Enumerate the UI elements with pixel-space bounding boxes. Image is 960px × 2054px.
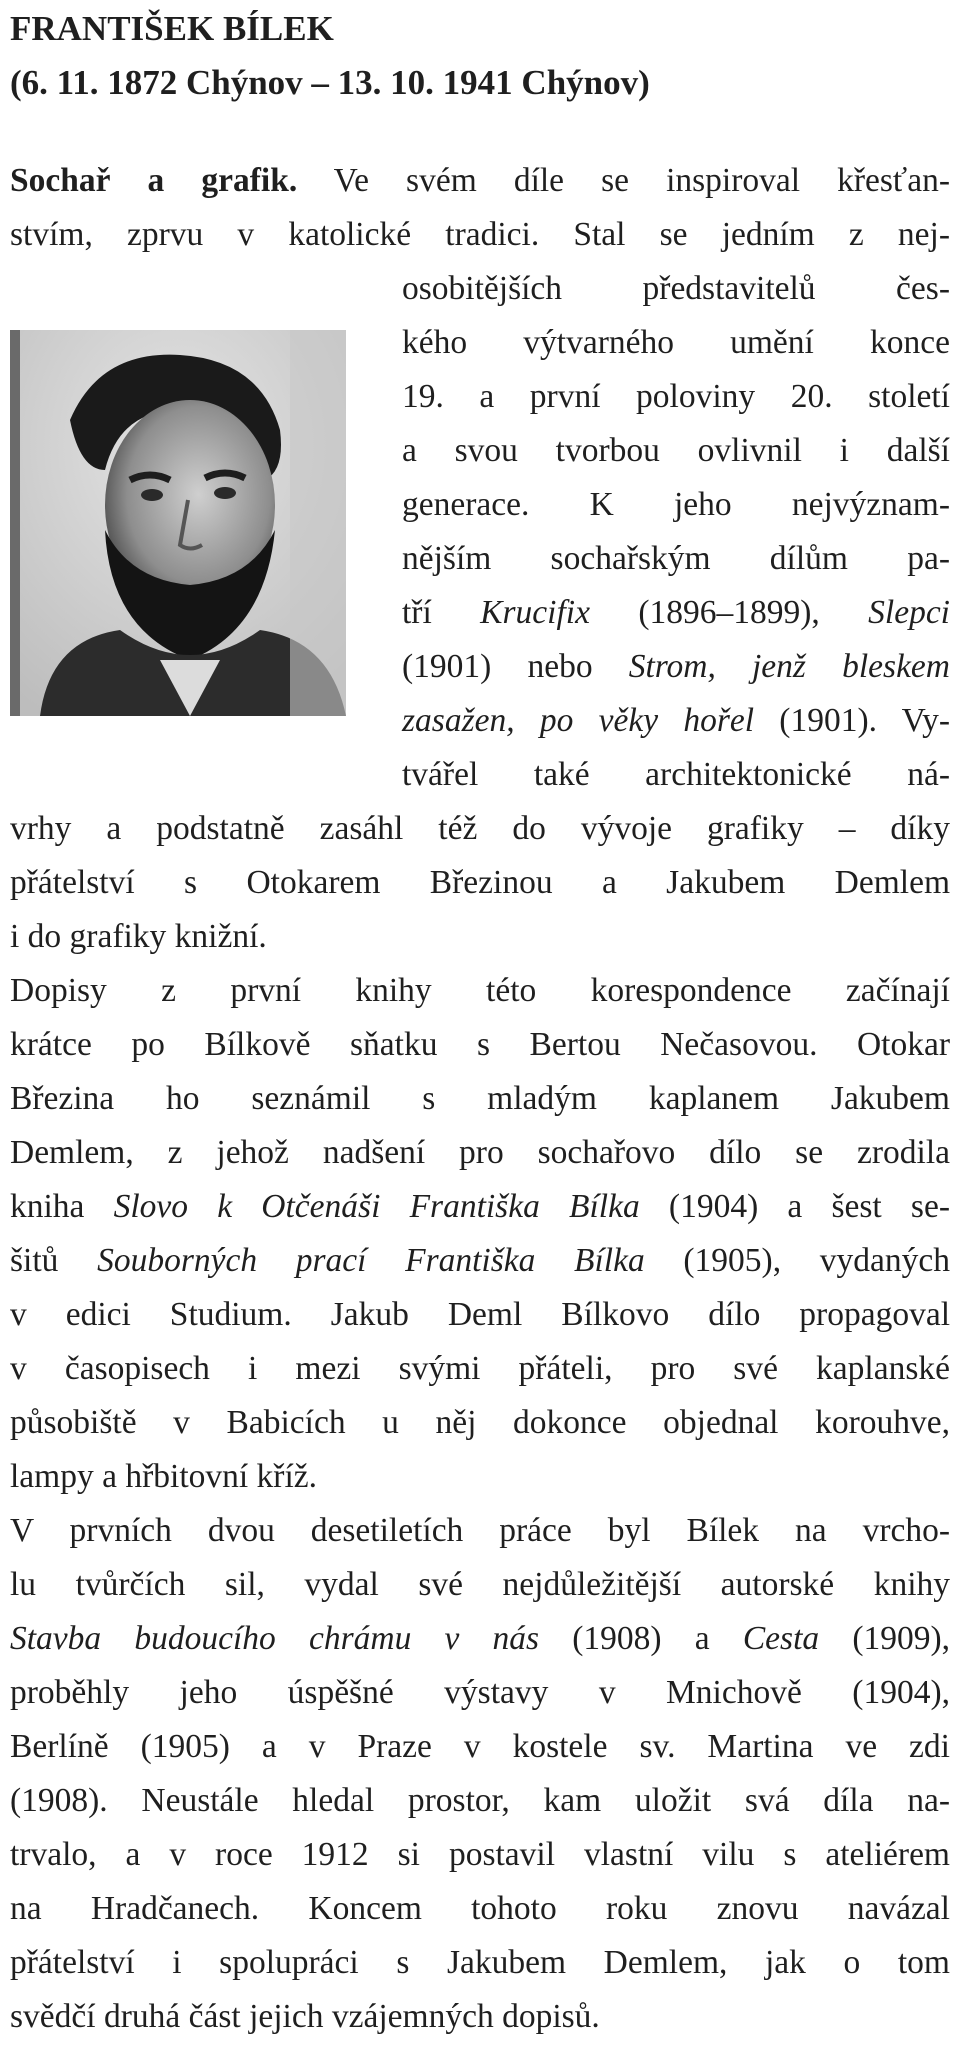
paragraph-correspondence — [10, 964, 950, 1504]
career-line-3 — [10, 1612, 950, 1666]
intro-line-7: generace. K jeho nejvýznam- — [402, 486, 950, 523]
career-line-10: svědčí druhá část jejich vzájemných dopisů. — [10, 1998, 600, 2035]
career-line-4: proběhly jeho úspěšné výstavy v Mnichově (1904), — [10, 1674, 950, 1711]
intro-line-10a: (1901) nebo — [402, 648, 629, 685]
life-dates: (6. 11. 1872 Chýnov – 13. 10. 1941 Chýnov) — [10, 63, 650, 102]
corr-line-6a: šitů — [10, 1242, 98, 1279]
corr-line-7: v edici Studium. Jakub Deml Bílkovo dílo propagoval — [10, 1296, 950, 1333]
intro-line-12: tvářel také architektonické ná- — [402, 756, 950, 793]
career-line-5: Berlíně (1905) a v Praze v kostele sv. Martina ve zdi — [10, 1728, 950, 1765]
corr-line-8: v časopisech i mezi svými přáteli, pro své kaplanské — [10, 1350, 950, 1387]
intro-line-8: nějším sochařským dílům pa- — [402, 540, 950, 577]
career-line-1: V prvních dvou desetiletích práce byl Bílek na vrcho- — [10, 1512, 950, 1549]
career-line-9: přátelství i spolupráci s Jakubem Demlem, jak o tom — [10, 1944, 950, 1981]
career-line-8: na Hradčanech. Koncem tohoto roku znovu navázal — [10, 1890, 950, 1927]
corr-line-5a: kniha — [10, 1188, 114, 1225]
intro-line-10 — [402, 640, 950, 694]
career-line-3a: (1908) a — [539, 1620, 743, 1657]
book-title-cesta: Cesta — [742, 1620, 820, 1657]
lead-bold: Sochař a grafik. — [10, 162, 298, 199]
corr-line-4: Demlem, z jehož nadšení pro sochařovo dílo se zrodila — [10, 1134, 950, 1171]
intro-line-9b: (1896–1899), — [589, 594, 869, 631]
intro-line-4: kého výtvarného umění konce — [402, 324, 950, 361]
corr-line-6b: (1905), vydaných — [644, 1242, 950, 1279]
book-title-slovo: Slovo k Otčenáši Františka Bílka — [113, 1188, 640, 1225]
intro-line-3: osobitějších představitelů čes- — [402, 270, 950, 307]
intro-line-6: a svou tvorbou ovlivnil i další — [402, 432, 950, 469]
career-line-3b: (1909), — [819, 1620, 951, 1657]
intro-line-2: stvím, zprvu v katolické tradici. Stal se jedním z nej- — [10, 216, 950, 253]
work-title-strom: Strom, jenž bleskem — [628, 648, 950, 685]
book-title-stavba: Stavba budoucího chrámu v nás — [10, 1620, 540, 1657]
work-title-krucifix: Krucifix — [480, 594, 590, 631]
intro-line-14: přátelství s Otokarem Březinou a Jakubem Demlem — [10, 864, 950, 901]
corr-line-9: působiště v Babicích u něj dokonce objednal korouhve, — [10, 1404, 950, 1441]
work-title-strom-cont: zasažen, po věky hořel — [402, 702, 755, 739]
intro-line-9a: tří — [402, 594, 481, 631]
intro-line-13: vrhy a podstatně zasáhl též do vývoje grafiky – díky — [10, 810, 950, 847]
intro-line-11 — [402, 694, 950, 748]
paragraph-career — [10, 1504, 950, 2044]
person-name: FRANTIŠEK BÍLEK — [10, 9, 334, 48]
book-title-souborne: Souborných prací Františka Bílka — [97, 1242, 645, 1279]
corr-line-6 — [10, 1234, 950, 1288]
career-line-7: trvalo, a v roce 1912 si postavil vlastní vilu s ateliérem — [10, 1836, 950, 1873]
corr-line-3: Březina ho seznámil s mladým kaplanem Jakubem — [10, 1080, 950, 1117]
work-title-slepci: Slepci — [868, 594, 950, 631]
intro-line-11b: (1901). Vy- — [754, 702, 951, 739]
intro-line-5: 19. a první poloviny 20. století — [402, 378, 950, 415]
corr-line-1: Dopisy z první knihy této korespondence začínají — [10, 972, 950, 1009]
intro-line-1-text: Ve svém díle se inspiroval křesťan- — [297, 162, 950, 199]
corr-line-5b: (1904) a šest se- — [639, 1188, 950, 1225]
intro-line-9 — [402, 586, 950, 640]
intro-line-15: i do grafiky knižní. — [10, 918, 267, 955]
intro-line-1 — [10, 154, 950, 208]
biography-page — [10, 0, 950, 2044]
corr-line-10: lampy a hřbitovní kříž. — [10, 1458, 318, 1495]
corr-line-5 — [10, 1180, 950, 1234]
career-line-2: lu tvůrčích sil, vydal své nejdůležitější autorské knihy — [10, 1566, 950, 1603]
career-line-6: (1908). Neustále hledal prostor, kam uložit svá díla na- — [10, 1782, 950, 1819]
paragraph-intro — [10, 154, 950, 964]
corr-line-2: krátce po Bílkově sňatku s Bertou Nečasovou. Otokar — [10, 1026, 950, 1063]
